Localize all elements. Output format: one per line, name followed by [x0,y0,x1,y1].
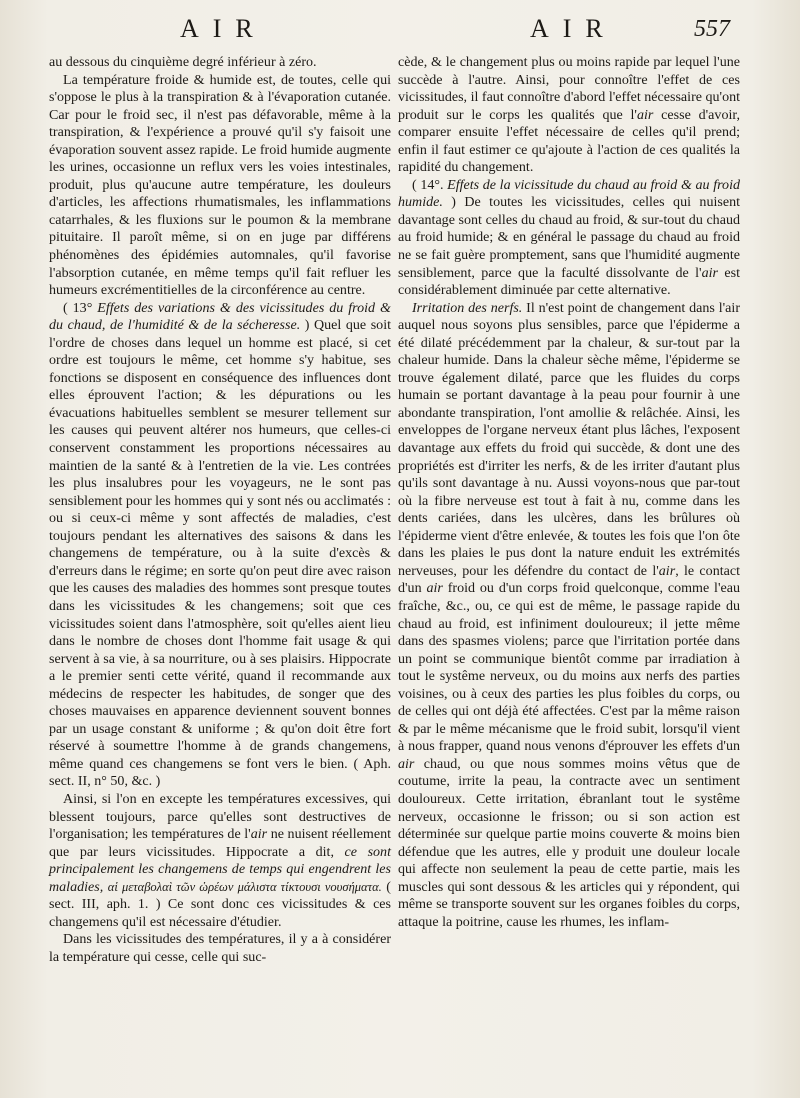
left-column [49,54,391,966]
paragraph-text: ne nuisent réellement que par leurs vicissitudes. Hippocrate a dit, [49,826,391,860]
running-head-left: AIR [180,14,267,43]
italic-term: air [701,264,718,281]
paragraph [49,931,391,966]
paragraph-text: Dans les vicissitudes des températures, il y a à considérer la température qui cesse, celle qui suc- [49,931,391,965]
page-number: 557 [694,16,730,42]
paragraph [49,72,391,300]
paragraph [398,300,740,932]
italic-term: air [250,826,268,843]
paragraph-text: ) De toutes les vicissitudes, celles qui nuisent davantage sont celles du chaud au froid, & sur-tout du chaud au froid humide; & en général le passage du chaud au froid ne se fait guère promptement, sans que l'humidité augmente sensiblement, parce que la faculté dissolvante de l' [398,194,740,281]
right-column [398,54,740,931]
paragraph [49,791,391,931]
italic-quote: ce sont principalement les changemens de temps qui engendrent les maladies, [49,843,391,895]
italic-term: air [636,106,654,123]
paragraph-text: au dessous du cinquième degré inférieur à zéro. [49,54,317,70]
italic-term: air [398,755,415,772]
running-head-right: AIR [530,14,617,43]
paragraph-text: ) Quel que soit l'ordre de choses dans lequel un homme est placé, si cet ordre est toujours le même, cet homme s'y habitue, ses fonctions se disposent en conséquence des influences dont elles éprouvent l'action; & les dépurations ou les évacuations habituelles semblent se mesurer tellement sur les causes qui peuvent altérer nos humeurs, que celles-ci conservent constamment les proportions nécessaires au maintien de la santé & à l'entretien de la vie. Les contrées les plus insalubres pour les voyageurs, ne le sont pas sensiblement pour les hommes qui y sont nés ou acclimatés : ou si ceux-ci même y sont affectés de maladies, c'est toujours pendant les alternatives des saisons & dans les changemens de température, ou à la suite d'excès & d'erreurs dans le régime; en sorte qu'on peut dire avec raison que les causes des maladies des hommes sont presque toutes dans les vicissitudes & les changemens; soit que ces vicissitudes soient dans l'atmosphère, soit qu'elles aient lieu dans le nombre de choses dont l'homme fait usage & qui servent à sa vie, à sa nourriture, ou à ses plaisirs. Hippocrate a le premier senti cette vérité, quand il recommande aux médecins de respecter les habitudes, de songer que des choses mauvaises en apparence deviennent souvent bonnes par un usage constant & uniforme ; & qu'on doit être fort réservé à soumettre l'homme à de grands changemens, même quand ces changemens se font vers le bien. ( Aph. sect. II, n° 50, &c. ) [49,317,391,790]
paragraph-text: , le contact d'un [398,562,740,597]
paragraph-text: est considérablement diminuée par cette alternative. [398,264,740,299]
paragraph [49,300,391,791]
paragraph [398,54,740,177]
section-title: Effets de la vicissitude du chaud au froid & au froid humide. [398,176,740,211]
paragraph-text: froid ou d'un corps froid quelconque, comme l'eau fraîche, &c., ou, ce qui est de même, le passage rapide du chaud au froid, est infiniment douloureux; il jette même dans des spasmes violens; parce que l'irritation portée dans un point se communique bientôt comme par irradiation à tout le systême nerveux, ou du moins aux nerfs des parties voisines, ou à ceux des parties les plus foibles du corps, ou de celles qui ont déjà été affectées. C'est par la même raison & par le même mécanisme que le froid subit, lorsqu'il vient à nous frapper, quand nous venons d'éprouver les effets d'un [398,580,740,755]
paragraph-text: chaud, ou que nous sommes moins vêtus que de coutume, irrite la peau, la contracte avec un sentiment douloureux. Cette irritation, ébranlant tout le systême nerveux, occasionne le frisson; ou si son action est déterminée sur quelque partie moins couverte & moins bien défendue que les autres, elle y produit une douleur locale qui affecte non seulement la peau de cette partie, mais les muscles qui sont dessous & les articles qui y répondent, qui même se transporte souvent sur les organes foibles du corps, attaque la poitrine, cause les rhumes, les inflam- [398,755,740,930]
italic-term: air [658,562,676,579]
paragraph-text: cesse d'avoir, comparer ensuite l'effet nécessaire de celles qu'il prend; enfin il faut estimer ce qu'ajoute à l'action de ces qualités la rapidité du changement. [398,106,740,176]
paragraph-text: cède, & le changement plus ou moins rapide par lequel l'une succède à l'autre. Ainsi, pour connoître l'effet de ces vicissitudes, il faut connoître d'abord l'effet nécessaire qu'ont produit sur le corps les qualités que l' [398,54,741,123]
paragraph [398,177,740,300]
paragraph-text: La température froide & humide est, de toutes, celle qui s'oppose le plus à la transpiration & à l'évaporation cutanée. Car pour le froid sec, il n'est pas défavorable, même à la transpiration, & l'expérience a prouvé qu'il s'y faisoit une évaporation souvent assez rapide. Le froid humide augmente les urines, occasionne un reflux vers les voies intestinales, produit, plus qu'aucune autre température, les douleurs d'articles, les affections rhumatismales, les inflammations catarrhales, & les fluxions sur le poumon & la membrane pituitaire. Il paroît même, si on en juge par différens phénomènes des épidémies automnales, qu'il favorise l'absorption cutanée, en même temps qu'il fait refluer les humeurs excrémentitielles de la circonférence au centre. [49,71,391,299]
paragraph [49,54,391,72]
greek-quote: αἱ μεταβολαὶ τῶν ὡρέων μάλιστα τίκτουσι νουσήματα. [107,879,382,894]
paragraph-text: Ainsi, si l'on en excepte les températures excessives, qui blessent toujours, parce qu'elles sont destructives de l'organisation; les températures de l' [49,790,391,843]
section-title: Effets des variations & des vicissitudes du froid & du chaud, de l'humidité & de la sécheresse. [49,299,391,334]
paragraph-text: ( sect. III, aph. 1. ) Ce sont donc ces vicissitudes & ces changemens qu'il est nécessaire d'étudier. [49,878,391,930]
italic-term: air [426,580,443,597]
paragraph-text: Il n'est point de changement dans l'air auquel nous soyons plus sensibles, parce que l'épiderme a été dilaté précédemment par la chaleur, & sur-tout par la chaleur humide. Dans la chaleur sèche même, l'épiderme se trouve également dilaté, parce que les fluides du corps humain se portant davantage à la peau pour fournir à une abondante transpiration, l'ont amollie & relâchée. Ainsi, les enveloppes de l'organe nerveux étant plus lâches, l'exposent davantage aux effets du froid qui succède, & dont une des propriétés est d'irriter les nerfs, & de les irriter d'autant plus qu'ils sont davantage à nu. Aussi voyons-nous que par-tout où la fibre nerveuse est tout à fait à nu, comme dans les dents cariées, dans les ulcères, dans les brûlures où l'épiderme vient d'être enlevée, & toutes les fois que l'on ôte dans les plaies le pus dont la nature enduit les extrémités nerveuses, pour les défendre du contact de l' [398,299,740,579]
section-number: ( 14°. [412,176,448,193]
section-title: Irritation des nerfs. [412,299,523,316]
section-number: ( 13° [63,299,98,316]
